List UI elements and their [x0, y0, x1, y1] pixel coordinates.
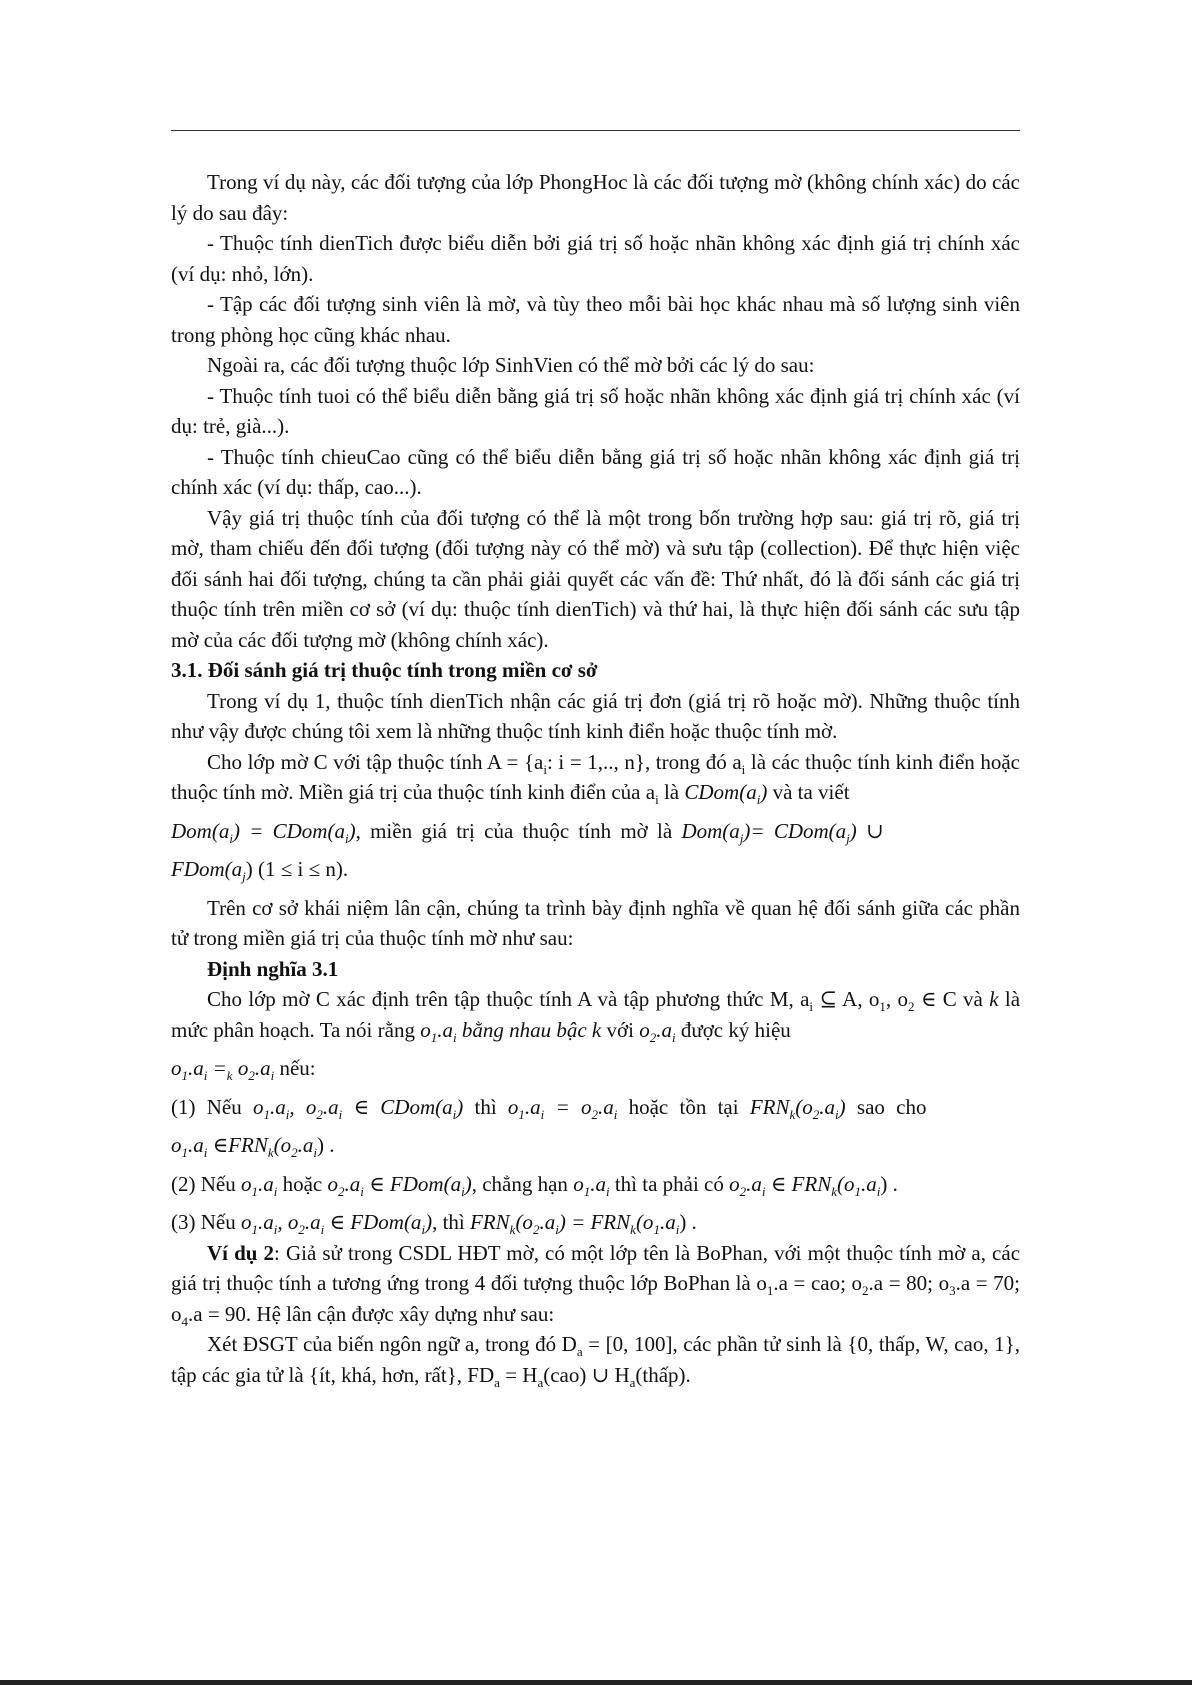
paragraph: Vậy giá trị thuộc tính của đối tượng có thể là một trong bốn trường hợp sau: giá trị rõ, giá trị mờ, tham chiếu đến đối tượng (đối tượng này có thể mờ) và sưu tập (collection). Để thực hiện việc đối sánh hai đối tượng, chúng ta cần phải giải quyết các vấn đề: Thứ nhất, đó là đối sánh các giá trị thuộc tính trên miền cơ sở (ví dụ: thuộc tính dienTich) và thứ hai, là thực hiện đối sánh các sưu tập mờ của các đối tượng mờ (không chính xác). — [171, 505, 1020, 652]
paragraph-domain-definition: Cho lớp mờ C với tập thuộc tính $A = \{a_i$: i = 1,.., n}, trong đó $a_i$ là các thuộc tính kinh điển hoặc thuộc tính mờ. Miền giá trị của thuộc tính kinh điển của $a_i$ là $CDom(a_i)$ và ta viết — [171, 749, 1020, 808]
definition-text: Cho lớp mờ C xác định trên tập thuộc tính A và tập phương thức M, $a_i$ ⊆ A, $o_1$, $o_2$ ∈ C và k là mức phân hoạch. Ta nói rằng $o_1.a_i$ bằng nhau bậc k với $o_2.a_i$ được ký hiệu — [171, 987, 1021, 1045]
paragraph: Trên cơ sở khái niệm lân cận, chúng ta trình bày định nghĩa về quan hệ đối sánh giữa các phần tử trong miền giá trị của thuộc tính mờ như sau: — [171, 895, 1020, 950]
paragraph: Trong ví dụ 1, thuộc tính dienTich nhận các giá trị đơn (giá trị rõ hoặc mờ). Những thuộc tính như vậy được chúng tôi xem là những thuộc tính kinh điển hoặc thuộc tính mờ. — [171, 688, 1020, 743]
page-bottom-edge — [0, 1680, 1192, 1685]
definition-heading: Định nghĩa 3.1 — [207, 956, 339, 981]
section-heading: 3.1. Đối sánh giá trị thuộc tính trong miền cơ sở — [171, 658, 598, 682]
paragraph: Trong ví dụ này, các đối tượng của lớp PhongHoc là các đối tượng mờ (không chính xác) do các lý do sau đây: — [171, 170, 1020, 225]
math-line-domain: $Dom(a_i)$ = $CDom(a_i)$, miền giá trị của thuộc tính mờ là $Dom(a_j)=$ $CDom(a_j)$ ∪ — [171, 818, 884, 846]
paragraph: - Tập các đối tượng sinh viên là mờ, và tùy theo mỗi bài học khác nhau mà số lượng sinh viên trong phòng học cũng khác nhau. — [171, 292, 1020, 347]
paragraph: Ngoài ra, các đối tượng thuộc lớp SinhVien có thể mờ bởi các lý do sau: — [207, 353, 815, 377]
paragraph-last: Xét ĐSGT của biến ngôn ngữ a, trong đó $D_a = [0$, 100], các phần tử sinh là {0, thấp, W, cao, 1}, tập các gia tử là {ít, khá, hơn, rất}, $FD_a = H_a(cao)$ ∪ $H_a(thấp)$. — [171, 1332, 1020, 1390]
definition-notation: $o_1.a_i =_k$ $o_2.a_i$ nếu: — [171, 1056, 316, 1084]
header-rule — [171, 130, 1020, 131]
condition-2: (2) Nếu $o_1.a_i$ hoặc $o_2.a_i$ ∈ $FDom(a_i)$, chẳng hạn $o_1.a_i$ thì ta phải có $o_2.a_i$ ∈ $FRN_k(o_1.a_i)$ . — [171, 1171, 898, 1199]
condition-1-cont: $o_1.a_i$ $\in FRN_k(o_2.a_i)$ . — [171, 1133, 335, 1161]
condition-3: (3) Nếu $o_1.a_i$, $o_2.a_i$ ∈ $FDom(a_i)$, thì $FRN_k(o_2.a_i) = FRN_k(o_1.a_i)$ . — [171, 1210, 697, 1238]
document-body — [171, 167, 1020, 1390]
paragraph: - Thuộc tính dienTich được biểu diễn bởi giá trị số hoặc nhãn không xác định giá trị chính xác (ví dụ: nhỏ, lớn). — [171, 231, 1020, 286]
example-paragraph: Ví dụ 2: Giả sử trong CSDL HĐT mờ, có một lớp tên là BoPhan, với một thuộc tính mờ a, các giá trị thuộc tính a tương ứng trong 4 đối tượng thuộc lớp BoPhan là $o_1.a$ = cao; $o_2.a = 80$; $o_3.a = 70$; $o_4.a = 90$. Hệ lân cận được xây dựng như sau: — [171, 1240, 1021, 1329]
math-line-fdom: $FDom(a_j) (1 \le i \le n)$. — [171, 857, 349, 885]
paragraph: - Thuộc tính tuoi có thể biểu diễn bằng giá trị số hoặc nhãn không xác định giá trị chính xác (ví dụ: trẻ, già...). — [171, 383, 1020, 438]
condition-1: (1) Nếu $o_1.a_i$, $o_2.a_i$ ∈ $CDom(a_i)$ thì $o_1.a_i = o_2.a_i$ hoặc tồn tại $FRN_k(o_2.a_i)$ sao cho — [171, 1094, 927, 1122]
paragraph: - Thuộc tính chieuCao cũng có thể biểu diễn bằng giá trị số hoặc nhãn không xác định giá trị chính xác (ví dụ: thấp, cao...). — [171, 444, 1020, 499]
